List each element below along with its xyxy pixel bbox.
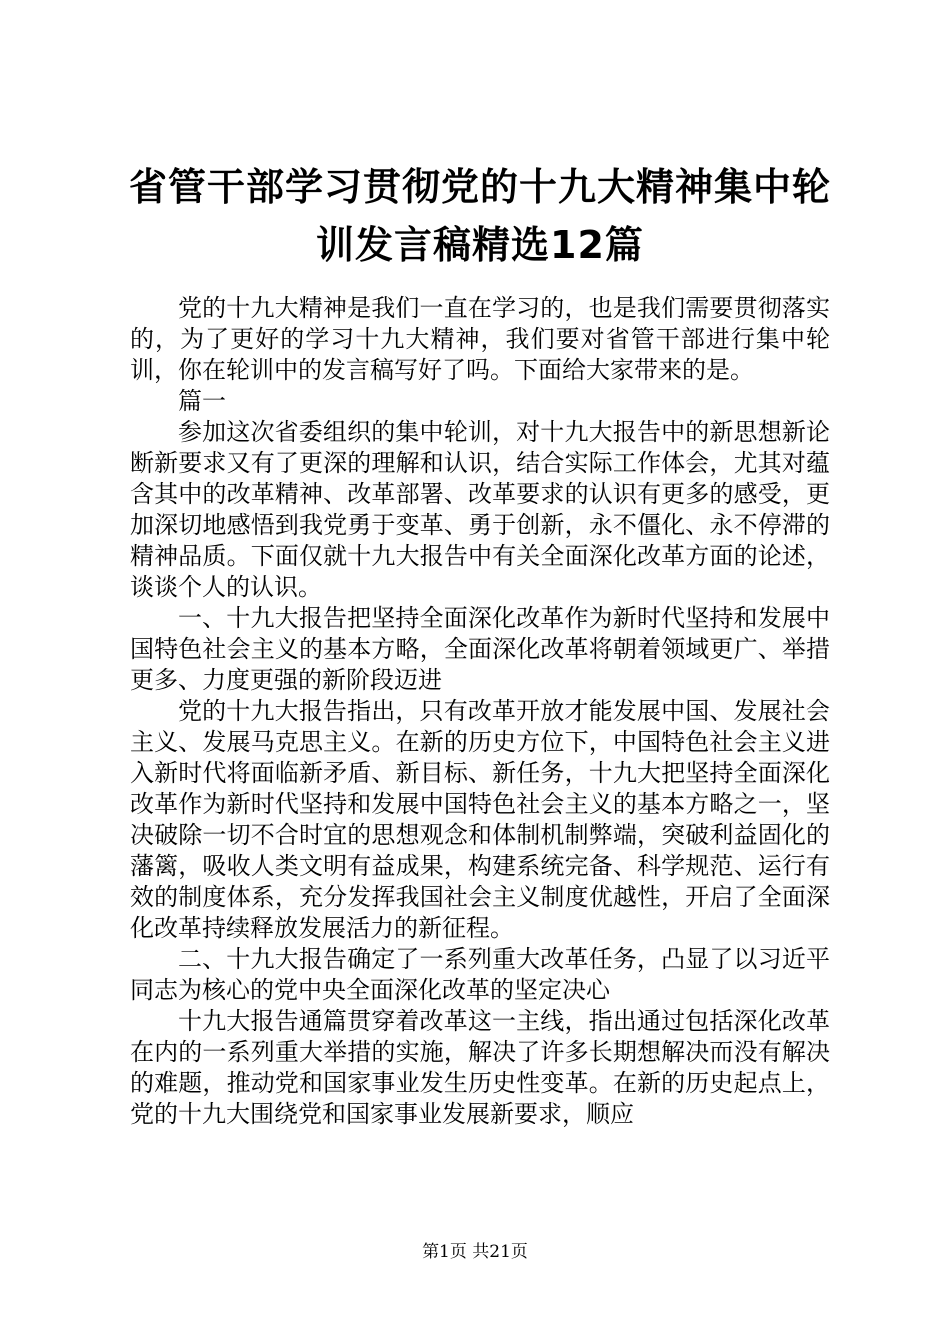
page-indicator: 第1页 共21页 (422, 1242, 528, 1262)
body-paragraph: 参加这次省委组织的集中轮训，对十九大报告中的新思想新论断新要求又有了更深的理解和认识，结合实际工作体会，尤其对蕴含其中的改革精神、改革部署、改革要求的认识有更多的感受，更加深切地感悟到我党勇于变革、勇于创新，永不僵化、永不停滞的精神品质。下面仅就十九大报告中有关全面深化改革方面的论述，谈谈个人的认识。 (130, 418, 830, 601)
section-heading-one: 一、十九大报告把坚持全面深化改革作为新时代坚持和发展中国特色社会主义的基本方略，全面深化改革将朝着领域更广、举措更多、力度更强的新阶段迈进 (130, 604, 830, 694)
body-paragraph: 党的十九大报告指出，只有改革开放才能发展中国、发展社会主义、发展马克思主义。在新的历史方位下，中国特色社会主义进入新时代将面临新矛盾、新目标、新任务，十九大把坚持全面深化改革作为新时代坚持和发展中国特色社会主义的基本方略之一，坚决破除一切不合时宜的思想观念和体制机制弊端，突破利益固化的藩篱，吸收人类文明有益成果，构建系统完备、科学规范、运行有效的制度体系，充分发挥我国社会主义制度优越性，开启了全面深化改革持续释放发展活力的新征程。 (130, 697, 830, 942)
section-heading-two: 二、十九大报告确定了一系列重大改革任务，凸显了以习近平同志为核心的党中央全面深化改革的坚定决心 (130, 945, 830, 1004)
document-title: 省管干部学习贯彻党的十九大精神集中轮训发言稿精选12篇 (128, 165, 831, 267)
body-paragraph: 十九大报告通篇贯穿着改革这一主线，指出通过包括深化改革在内的一系列重大举措的实施，解决了许多长期想解决而没有解决的难题，推动党和国家事业发生历史性变革。在新的历史起点上，党的十九大围绕党和国家事业发展新要求，顺应 (130, 1007, 830, 1128)
intro-paragraph: 党的十九大精神是我们一直在学习的，也是我们需要贯彻落实的，为了更好的学习十九大精神，我们要对省管干部进行集中轮训，你在轮训中的发言稿写好了吗。下面给大家带来的是。 (130, 294, 830, 384)
document-body (130, 293, 830, 1130)
section-heading-part-one: 篇一 (178, 387, 226, 415)
